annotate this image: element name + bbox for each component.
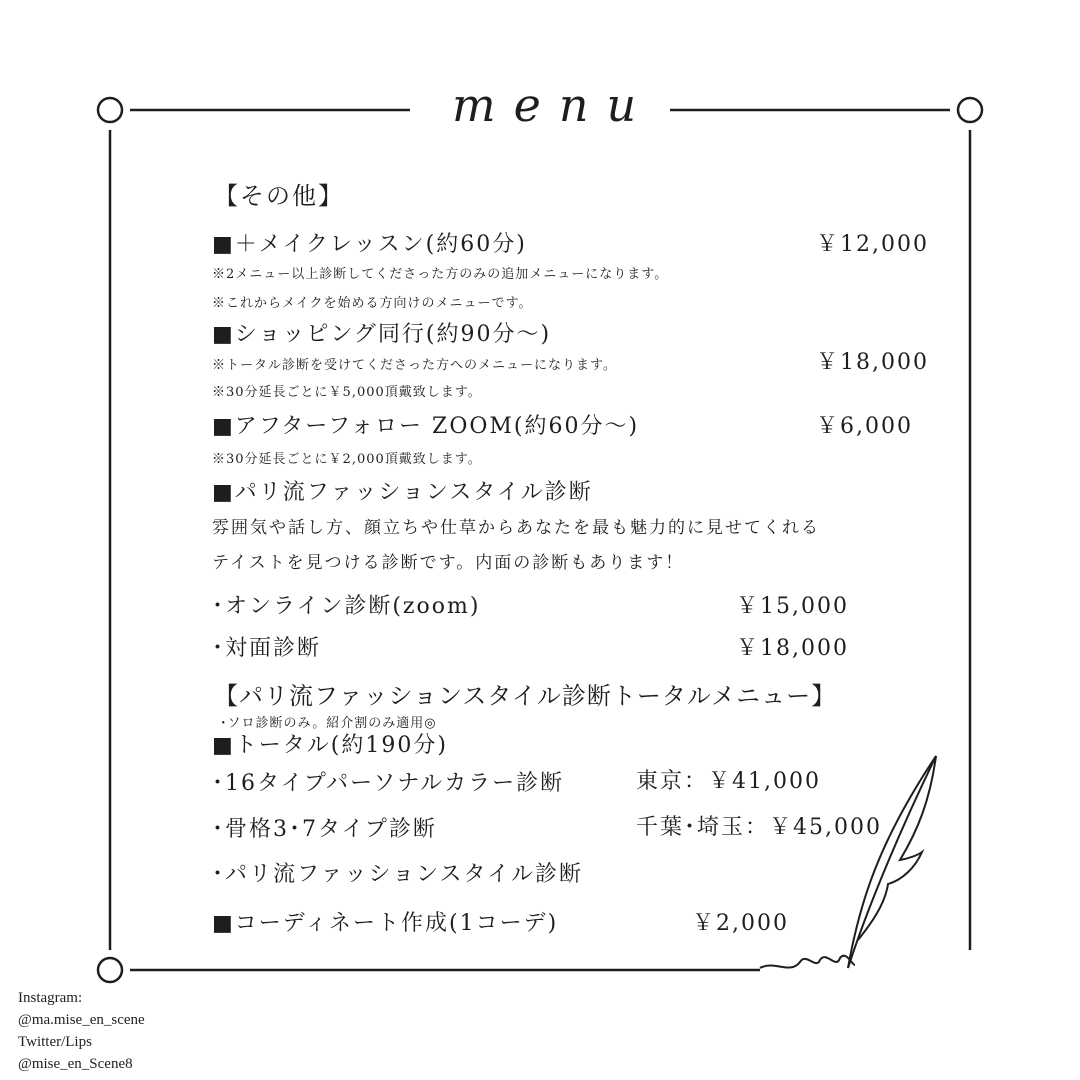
- footer-instagram-handle: @ma.mise_en_scene: [18, 1012, 145, 1028]
- make-lesson-note-1: ※2メニュー以上診断してくださった方のみの追加メニューになります。: [212, 267, 669, 282]
- shopping-note-2: ※30分延長ごとに￥5,000頂戴致します。: [212, 385, 482, 400]
- aftercare-label: ■アフターフォロー ZOOM(約60分～): [212, 414, 640, 439]
- footer-instagram-label: Instagram:: [18, 990, 83, 1006]
- online-diagnosis-price: ￥15,000: [736, 594, 849, 619]
- shopping-note-1: ※トータル診断を受けてくださった方へのメニューになります。: [212, 358, 617, 373]
- price-chiba-saitama: 千葉･埼玉：￥45,000: [636, 815, 882, 840]
- make-lesson-price: ￥12,000: [816, 232, 929, 257]
- shopping-label: ■ショッピング同行(約90分～): [212, 322, 552, 347]
- coordinate-price: ￥2,000: [692, 911, 789, 936]
- corner-circle-top-left: [98, 98, 122, 122]
- make-lesson-note-2: ※これからメイクを始める方向けのメニューです。: [212, 296, 533, 311]
- price-tokyo: 東京：￥41,000: [636, 769, 821, 794]
- total-line-skeleton: ･骨格3･7タイプ診断: [212, 817, 437, 842]
- online-diagnosis-label: ･オンライン診断(zoom): [212, 594, 481, 619]
- footer-twitter-handle: @mise_en_Scene8: [18, 1056, 133, 1072]
- total-menu-heading: 【パリ流ファッションスタイル診断トータルメニュー】: [214, 682, 837, 710]
- corner-circle-top-right: [958, 98, 982, 122]
- total-line-paris-style: ･パリ流ファッションスタイル診断: [212, 862, 584, 887]
- corner-circle-bottom-left: [98, 958, 122, 982]
- paris-style-desc-2: テイストを見つける診断です。内面の診断もあります！: [212, 553, 685, 573]
- shopping-price: ￥18,000: [816, 350, 929, 375]
- face-diagnosis-price: ￥18,000: [736, 636, 849, 661]
- face-diagnosis-label: ･対面診断: [212, 636, 322, 661]
- coordinate-label: ■コーディネート作成(1コーデ): [212, 911, 559, 936]
- total-label: ■トータル(約190分): [212, 733, 448, 758]
- aftercare-note-1: ※30分延長ごとに￥2,000頂戴致します。: [212, 452, 482, 467]
- make-lesson-label: ■＋メイクレッスン(約60分): [212, 232, 527, 257]
- section-other-heading: 【その他】: [214, 182, 344, 210]
- footer-twitter-label: Twitter/Lips: [18, 1034, 92, 1050]
- menu-title: menu: [452, 78, 655, 132]
- total-line-personal-color: ･16タイプパーソナルカラー診断: [212, 771, 565, 796]
- paris-style-desc-1: 雰囲気や話し方、顔立ちや仕草からあなたを最も魅力的に見せてくれる: [212, 518, 820, 538]
- aftercare-price: ￥6,000: [816, 414, 913, 439]
- total-menu-note: ･ソロ診断のみ。紹介割のみ適用◎: [220, 716, 437, 731]
- paris-style-label: ■パリ流ファッションスタイル診断: [212, 480, 593, 505]
